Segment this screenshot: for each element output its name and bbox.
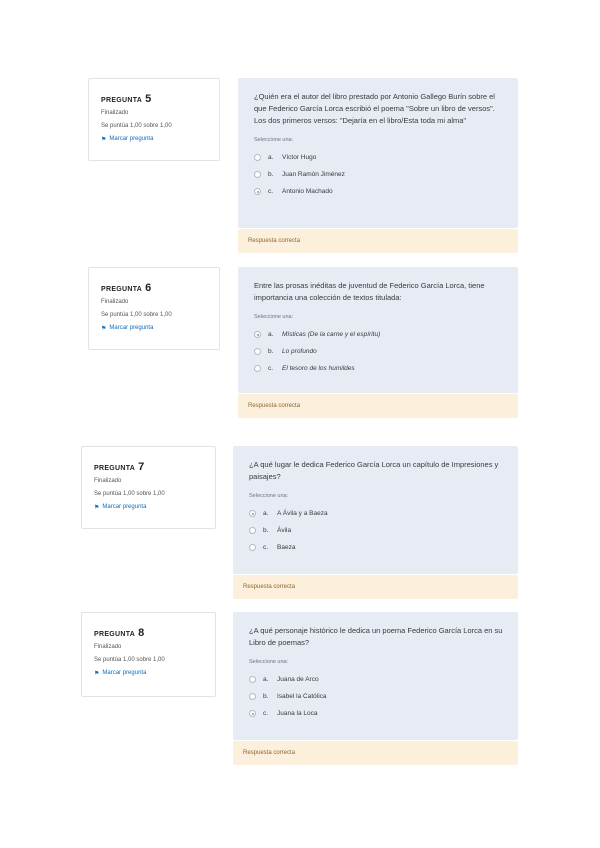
answer-option[interactable] xyxy=(254,149,504,166)
answer-options xyxy=(254,326,504,377)
flag-question-label: Marcar pregunta xyxy=(109,136,154,143)
answer-options xyxy=(254,149,504,200)
answer-option[interactable] xyxy=(254,360,504,377)
option-text: Ávila xyxy=(277,527,292,534)
option-letter: c. xyxy=(263,544,269,551)
question-number: 6 xyxy=(145,282,152,294)
option-letter: c. xyxy=(268,365,274,372)
answer-option[interactable] xyxy=(254,343,504,360)
option-letter: b. xyxy=(263,527,269,534)
question-content xyxy=(238,78,518,228)
answer-option[interactable] xyxy=(254,326,504,343)
option-letter: a. xyxy=(268,331,274,338)
flag-icon: ⚑ xyxy=(101,136,107,143)
answer-option[interactable] xyxy=(249,705,504,722)
radio-button[interactable] xyxy=(254,171,261,178)
radio-button-checked[interactable] xyxy=(254,188,261,195)
feedback-correct: Respuesta correcta xyxy=(233,575,518,599)
question-status: Finalizado xyxy=(101,110,129,116)
radio-button[interactable] xyxy=(249,693,256,700)
option-text: Baeza xyxy=(277,544,296,551)
question-status: Finalizado xyxy=(101,299,129,305)
radio-button-checked[interactable] xyxy=(249,510,256,517)
radio-button-checked[interactable] xyxy=(254,331,261,338)
question-label: PREGUNTA xyxy=(101,97,143,104)
question-content xyxy=(238,267,518,393)
answer-option[interactable] xyxy=(254,166,504,183)
option-text: Juana la Loca xyxy=(277,710,318,717)
radio-button[interactable] xyxy=(249,527,256,534)
feedback-correct: Respuesta correcta xyxy=(238,229,518,253)
feedback-correct: Respuesta correcta xyxy=(233,741,518,765)
radio-button-checked[interactable] xyxy=(249,710,256,717)
question-label: PREGUNTA xyxy=(94,465,136,472)
option-letter: a. xyxy=(268,154,274,161)
question-number: 8 xyxy=(138,627,145,639)
flag-question-link[interactable] xyxy=(94,504,205,511)
option-letter: b. xyxy=(268,348,274,355)
question-title xyxy=(101,93,209,105)
flag-icon: ⚑ xyxy=(94,670,100,677)
radio-button[interactable] xyxy=(249,676,256,683)
flag-question-label: Marcar pregunta xyxy=(109,325,154,332)
flag-question-label: Marcar pregunta xyxy=(102,504,147,511)
question-score: Se puntúa 1,00 sobre 1,00 xyxy=(101,122,172,129)
option-text: Isabel la Católica xyxy=(277,693,327,700)
radio-button[interactable] xyxy=(249,544,256,551)
answer-option[interactable] xyxy=(249,539,504,556)
option-text: A Ávila y a Baeza xyxy=(277,510,328,517)
answer-option[interactable] xyxy=(249,688,504,705)
question-info-card xyxy=(88,78,220,161)
flag-question-link[interactable] xyxy=(101,325,209,332)
option-text: Lo profundo xyxy=(282,348,317,355)
answer-options xyxy=(249,671,504,722)
option-text: Víctor Hugo xyxy=(282,154,317,161)
option-letter: b. xyxy=(268,171,274,178)
choose-label: Seleccione una: xyxy=(249,493,289,499)
question-title xyxy=(101,282,209,294)
question-title xyxy=(94,627,205,639)
radio-button[interactable] xyxy=(254,348,261,355)
option-letter: c. xyxy=(268,188,274,195)
question-status: Finalizado xyxy=(94,478,122,484)
feedback-correct: Respuesta correcta xyxy=(238,394,518,418)
question-label: PREGUNTA xyxy=(101,286,143,293)
choose-label: Seleccione una: xyxy=(254,314,294,320)
choose-label: Seleccione una: xyxy=(254,137,294,143)
radio-button[interactable] xyxy=(254,154,261,161)
option-text: El tesoro de los humildes xyxy=(282,365,355,372)
flag-question-link[interactable] xyxy=(94,670,205,677)
question-label: PREGUNTA xyxy=(94,631,136,638)
answer-option[interactable] xyxy=(249,671,504,688)
flag-icon: ⚑ xyxy=(101,325,107,332)
flag-question-label: Marcar pregunta xyxy=(102,670,147,677)
flag-icon: ⚑ xyxy=(94,504,100,511)
question-score: Se puntúa 1,00 sobre 1,00 xyxy=(94,656,165,663)
question-text: Entre las prosas inéditas de juventud de Federico García Lorca, tiene importancia una colección de textos titulada: xyxy=(254,281,485,302)
option-text: Juan Ramón Jiménez xyxy=(282,171,345,178)
question-number: 7 xyxy=(138,461,145,473)
radio-button[interactable] xyxy=(254,365,261,372)
flag-question-link[interactable] xyxy=(101,136,209,143)
question-info-card xyxy=(81,612,216,697)
question-content xyxy=(233,612,518,740)
question-text: ¿A qué lugar le dedica Federico García Lorca un capítulo de Impresiones y paisajes? xyxy=(249,460,499,481)
option-letter: c. xyxy=(263,710,269,717)
option-text: Juana de Arco xyxy=(277,676,319,683)
answer-option[interactable] xyxy=(254,183,504,200)
question-info-card xyxy=(81,446,216,529)
option-text: Místicas (De la carne y el espíritu) xyxy=(282,331,381,338)
choose-label: Seleccione una: xyxy=(249,659,289,665)
answer-option[interactable] xyxy=(249,505,504,522)
question-info-card xyxy=(88,267,220,350)
question-score: Se puntúa 1,00 sobre 1,00 xyxy=(101,311,172,318)
question-status: Finalizado xyxy=(94,644,122,650)
question-content xyxy=(233,446,518,574)
option-letter: a. xyxy=(263,676,269,683)
question-number: 5 xyxy=(145,93,152,105)
option-text: Antonio Machado xyxy=(282,188,333,195)
option-letter: b. xyxy=(263,693,269,700)
question-text: ¿A qué personaje histórico le dedica un poema Federico García Lorca en su Libro de poemas? xyxy=(249,626,503,647)
question-title xyxy=(94,461,205,473)
option-letter: a. xyxy=(263,510,269,517)
question-score: Se puntúa 1,00 sobre 1,00 xyxy=(94,490,165,497)
question-text: ¿Quién era el autor del libro prestado por Antonio Gallego Burín sobre el que Federico García Lorca escribió el poema "Sobre un libro de versos". Los dos primeros versos: "Dejaría en el libro/Esta toda mi alma" xyxy=(254,92,495,125)
answer-options xyxy=(249,505,504,556)
answer-option[interactable] xyxy=(249,522,504,539)
